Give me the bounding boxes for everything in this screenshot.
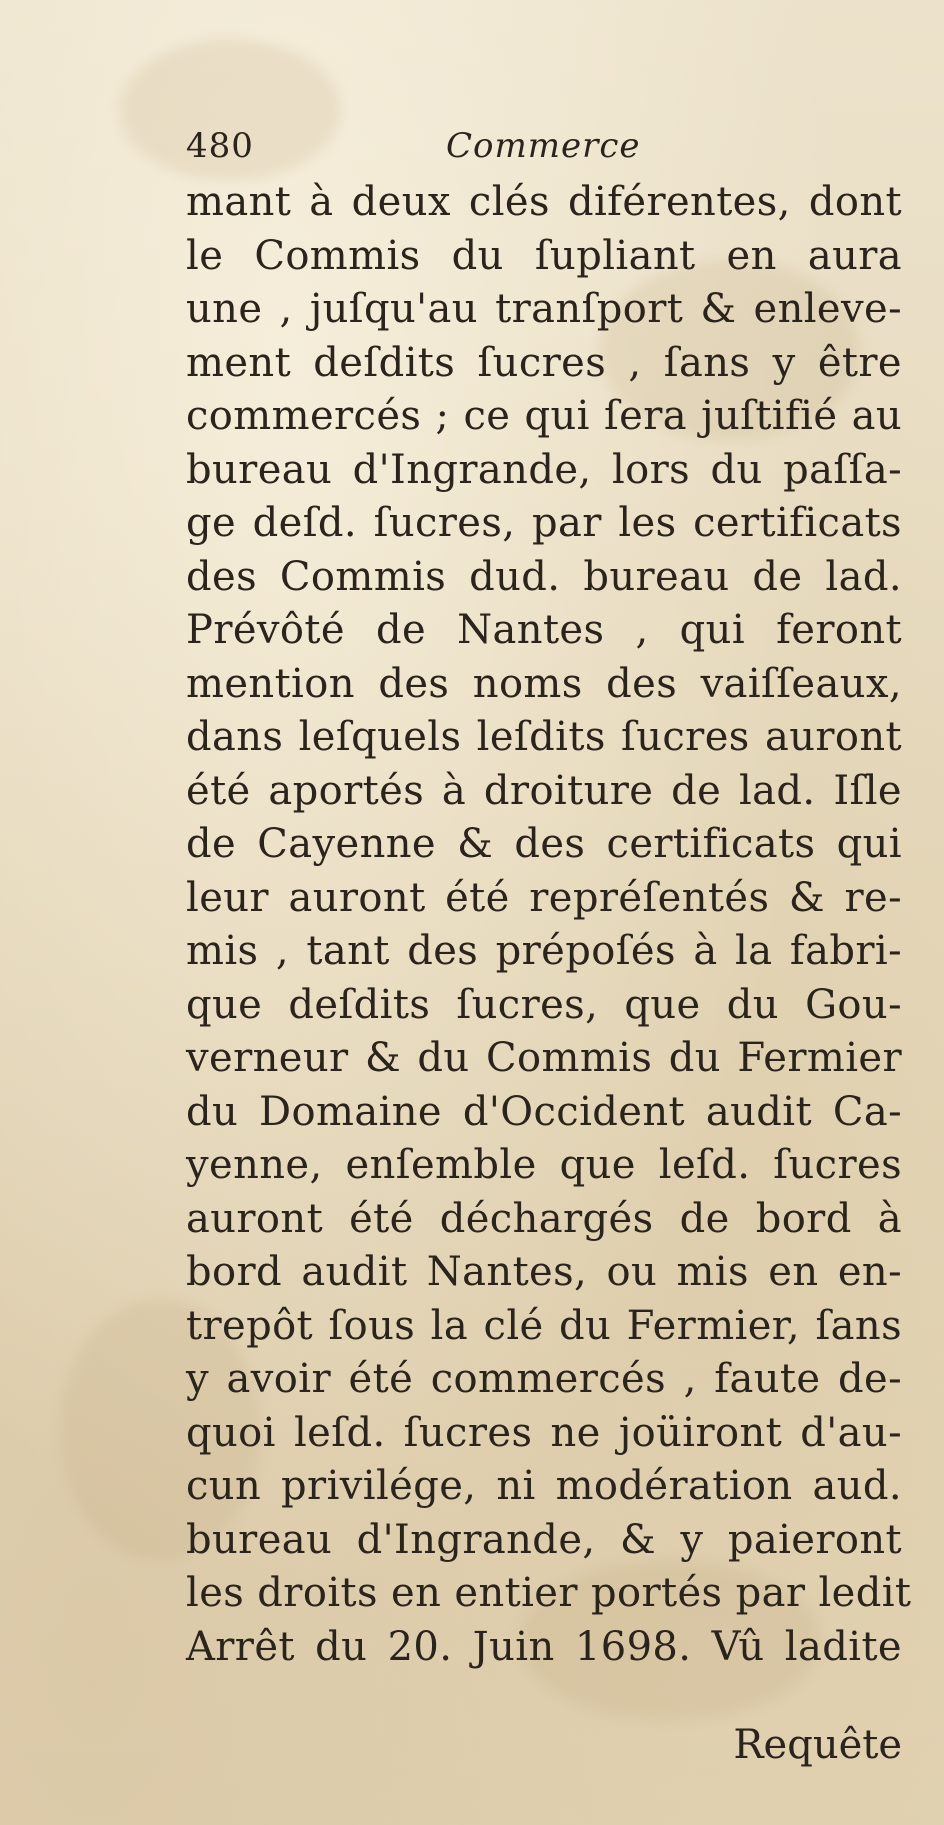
catchword: Requête xyxy=(733,1722,902,1768)
text-line: été aportés à droiture de lad. Iſle xyxy=(186,767,902,814)
text-line: trepôt ſous la clé du Fermier, ſans xyxy=(186,1302,902,1349)
text-line: bureau d'Ingrande, & y paieront xyxy=(186,1516,902,1563)
text-line: les droits en entier portés par ledit xyxy=(186,1570,912,1616)
text-line: cun privilége, ni modération aud. xyxy=(186,1463,902,1509)
text-line: leur auront été repréſentés & re- xyxy=(186,874,902,921)
text-line: mention des noms des vaiſſeaux, xyxy=(186,660,902,707)
text-line: bureau d'Ingrande, lors du paſſa- xyxy=(186,446,902,493)
text-line: auront été déchargés de bord à xyxy=(186,1195,902,1242)
text-line: verneur & du Commis du Fermier xyxy=(186,1035,902,1081)
text-line: ment deſdits ſucres , ſans y être xyxy=(186,339,902,386)
text-line: dans leſquels leſdits ſucres auront xyxy=(186,714,902,760)
text-line: bord audit Nantes, ou mis en en- xyxy=(186,1249,902,1295)
body-text xyxy=(186,176,912,1674)
text-line: mant à deux clés diférentes, dont xyxy=(186,179,902,225)
text-line: que deſdits ſucres, que du Gou- xyxy=(186,981,902,1028)
text-line: Prévôté de Nantes , qui feront xyxy=(186,607,902,653)
text-line: le Commis du ſupliant en aura xyxy=(186,232,902,279)
text-line: des Commis dud. bureau de lad. xyxy=(186,553,902,600)
text-line: ge deſd. ſucres, par les certificats xyxy=(186,500,902,546)
text-line: Arrêt du 20. Juin 1698. Vû ladite xyxy=(186,1623,902,1670)
page-header xyxy=(186,126,746,182)
text-line: une , juſqu'au tranſport & enleve- xyxy=(186,286,902,332)
text-line: de Cayenne & des certificats qui xyxy=(186,821,902,867)
text-line: mis , tant des prépoſés à la fabri- xyxy=(186,928,902,974)
text-line: y avoir été commercés , faute de- xyxy=(186,1356,902,1402)
catchword-row xyxy=(186,1722,902,1768)
text-line: yenne, enſemble que leſd. ſucres xyxy=(186,1142,902,1188)
running-title: Commerce xyxy=(446,126,641,166)
page-number: 480 xyxy=(186,126,254,166)
text-line: quoi leſd. ſucres ne joüiront d'au- xyxy=(186,1409,902,1456)
text-line: du Domaine d'Occident audit Ca- xyxy=(186,1088,902,1135)
text-line: commercés ; ce qui ſera juſtifié au xyxy=(186,393,902,439)
